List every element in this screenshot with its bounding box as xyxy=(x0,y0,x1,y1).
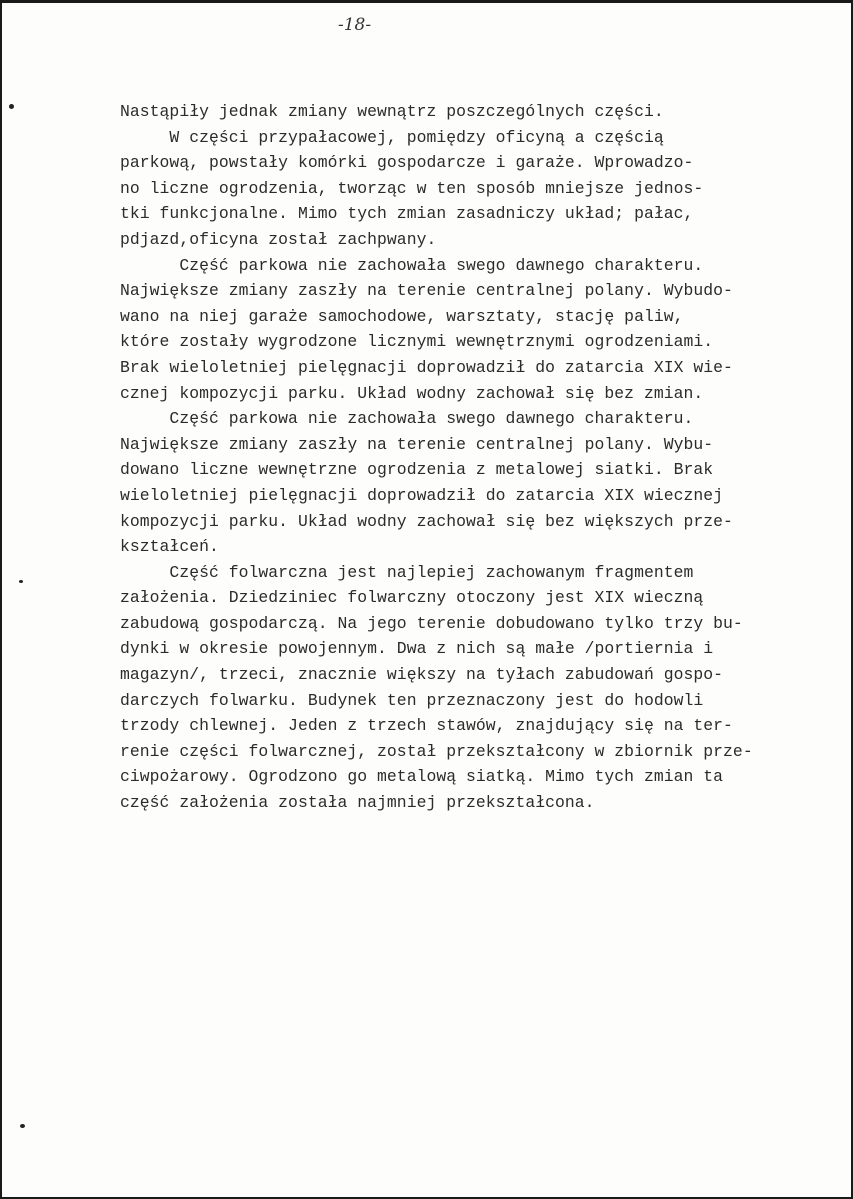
text-line: magazyn/, trzeci, znacznie większy na tyłach zabudowań gospo- xyxy=(120,665,724,685)
text-line: pdjazd,oficyna został zachpwany. xyxy=(120,229,437,249)
text-line: cznej kompozycji parku. Układ wodny zachował się bez zmian. xyxy=(120,383,704,403)
margin-mark xyxy=(19,580,23,583)
text-line: renie części folwarcznej, został przekształcony w zbiornik prze- xyxy=(120,741,753,761)
text-line: założenia. Dziedziniec folwarczny otoczony jest XIX wieczną xyxy=(120,588,704,608)
text-line: kompozycji parku. Układ wodny zachował się bez większych prze- xyxy=(120,511,733,531)
text-line: Nastąpiły jednak zmiany wewnątrz poszczególnych części. xyxy=(120,102,664,121)
text-line: parkową, powstały komórki gospodarcze i garaże. Wprowadzo- xyxy=(120,153,694,173)
page-number: -18- xyxy=(338,15,372,35)
text-line: Brak wieloletniej pielęgnacji doprowadził do zatarcia XIX wie- xyxy=(120,357,733,377)
text-line: ciwpożarowy. Ogrodzono go metalową siatką. Mimo tych zmian ta xyxy=(120,767,724,787)
text-line: kształceń. xyxy=(120,537,219,557)
text-line: no liczne ogrodzenia, tworząc w ten sposób mniejsze jednos- xyxy=(120,178,704,198)
text-line: wano na niej garaże samochodowe, warsztaty, stację paliw, xyxy=(120,306,684,326)
text-line: które zostały wygrodzone licznymi wewnętrznymi ogrodzeniami. xyxy=(120,332,714,352)
text-line: Część parkowa nie zachowała swego dawnego charakteru. xyxy=(120,409,694,429)
text-line: Największe zmiany zaszły na terenie centralnej polany. Wybu- xyxy=(120,434,714,454)
text-line: Część folwarczna jest najlepiej zachowanym fragmentem xyxy=(120,562,694,582)
text-line: Największe zmiany zaszły na terenie centralnej polany. Wybudo- xyxy=(120,281,733,301)
text-line: W części przypałacowej, pomiędzy oficyną a częścią xyxy=(120,127,664,147)
body-text xyxy=(120,99,800,816)
text-line: tki funkcjonalne. Mimo tych zmian zasadniczy układ; pałac, xyxy=(120,204,694,224)
margin-mark xyxy=(9,104,14,109)
text-line: część założenia została najmniej przekształcona. xyxy=(120,793,595,813)
text-line: dynki w okresie powojennym. Dwa z nich są małe /portiernia i xyxy=(120,639,714,659)
text-line: trzody chlewnej. Jeden z trzech stawów, znajdujący się na ter- xyxy=(120,716,733,736)
text-line: zabudową gospodarczą. Na jego terenie dobudowano tylko trzy bu- xyxy=(120,613,743,633)
text-line: darczych folwarku. Budynek ten przeznaczony jest do hodowli xyxy=(120,690,704,710)
text-line: Część parkowa nie zachowała swego dawnego charakteru. xyxy=(120,255,704,275)
margin-mark xyxy=(20,1124,25,1128)
text-line: wieloletniej pielęgnacji doprowadził do zatarcia XIX wiecznej xyxy=(120,485,724,505)
text-line: dowano liczne wewnętrzne ogrodzenia z metalowej siatki. Brak xyxy=(120,460,714,480)
